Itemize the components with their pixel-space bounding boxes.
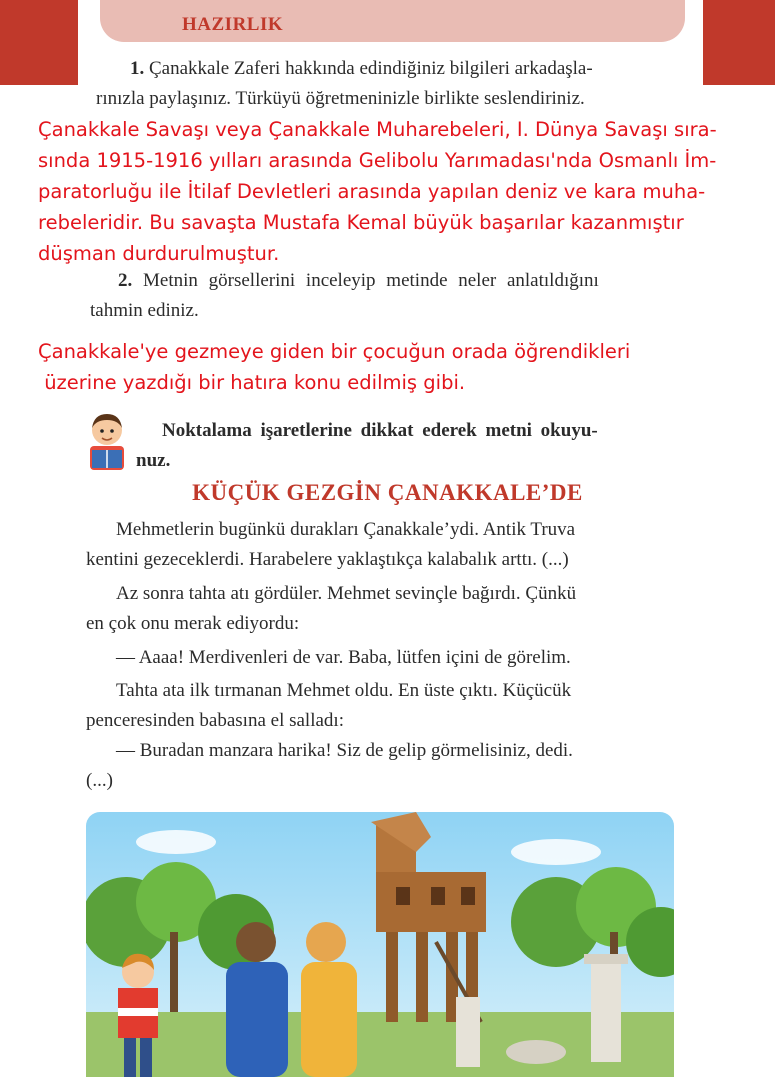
answer-1-line: paratorluğu ile İtilaf Devletleri arasında yapılan deniz ve kara muha- — [38, 180, 706, 203]
question-2-number: 2. — [118, 270, 133, 291]
story-line: en çok onu merak ediyordu: — [86, 613, 300, 634]
question-2 — [90, 266, 676, 326]
story-line: penceresinden babasına el salladı: — [86, 710, 344, 731]
answer-1-line: rebeleridir. Bu savaşta Mustafa Kemal büyük başarılar kazanmıştır — [38, 211, 684, 234]
reading-instruction — [136, 416, 676, 476]
right-side-tab — [703, 0, 775, 85]
story-paragraph-1 — [86, 515, 676, 575]
instruction-line-2: nuz. — [136, 450, 171, 471]
question-2-line-2: tahmin ediniz. — [90, 300, 199, 321]
story-line: — Aaaa! Merdivenleri de var. Baba, lütfen içini de görelim. — [116, 647, 571, 668]
question-1-line-1: Çanakkale Zaferi hakkında edindiğiniz bilgileri arkadaşla- — [149, 58, 593, 79]
answer-1-line: düşman durdurulmuştur. — [38, 242, 280, 265]
instruction-line-1: Noktalama işaretlerine dikkat ederek metni okuyu- — [162, 420, 598, 441]
answer-1-line: sında 1915-1916 yılları arasında Gelibolu Yarımadası'nda Osmanlı İm- — [38, 149, 717, 172]
story-line: Mehmetlerin bugünkü durakları Çanakkale’ydi. Antik Truva — [116, 519, 576, 540]
answer-1-typed-note — [38, 114, 717, 269]
story-paragraph-3 — [86, 643, 676, 673]
trojan-horse-illustration — [86, 812, 674, 1077]
answer-2-line: üzerine yazdığı bir hatıra konu edilmiş gibi. — [38, 371, 466, 394]
answer-2-typed-note — [38, 336, 630, 398]
story-title: KÜÇÜK GEZGİN ÇANAKKALE’DE — [192, 480, 583, 505]
question-1 — [96, 54, 686, 114]
question-1-number: 1. — [130, 58, 145, 79]
story-line: Tahta ata ilk tırmanan Mehmet oldu. En üste çıktı. Küçücük — [116, 680, 572, 701]
reading-child-icon — [82, 410, 132, 472]
story-line: Az sonra tahta atı gördüler. Mehmet sevinçle bağırdı. Çünkü — [116, 583, 577, 604]
story-paragraph-2 — [86, 579, 676, 639]
story-paragraph-5 — [86, 736, 676, 796]
left-side-tab — [0, 0, 78, 85]
story-line: (...) — [86, 770, 113, 791]
story-paragraph-4 — [86, 676, 676, 736]
section-header-label: HAZIRLIK — [182, 14, 284, 35]
question-1-line-2: rınızla paylaşınız. Türküyü öğretmeninizle birlikte seslendiriniz. — [96, 88, 585, 109]
question-2-line-1: Metnin görsellerini inceleyip metinde neler anlatıldığını — [143, 270, 599, 291]
answer-2-line: Çanakkale'ye gezmeye giden bir çocuğun orada öğrendikleri — [38, 340, 631, 363]
story-line: kentini gezeceklerdi. Harabelere yaklaştıkça kalabalık arttı. (...) — [86, 549, 569, 570]
answer-1-line: Çanakkale Savaşı veya Çanakkale Muharebeleri, I. Dünya Savaşı sıra- — [38, 118, 717, 141]
section-header — [100, 0, 685, 42]
story-line: — Buradan manzara harika! Siz de gelip görmelisiniz, dedi. — [116, 740, 573, 761]
